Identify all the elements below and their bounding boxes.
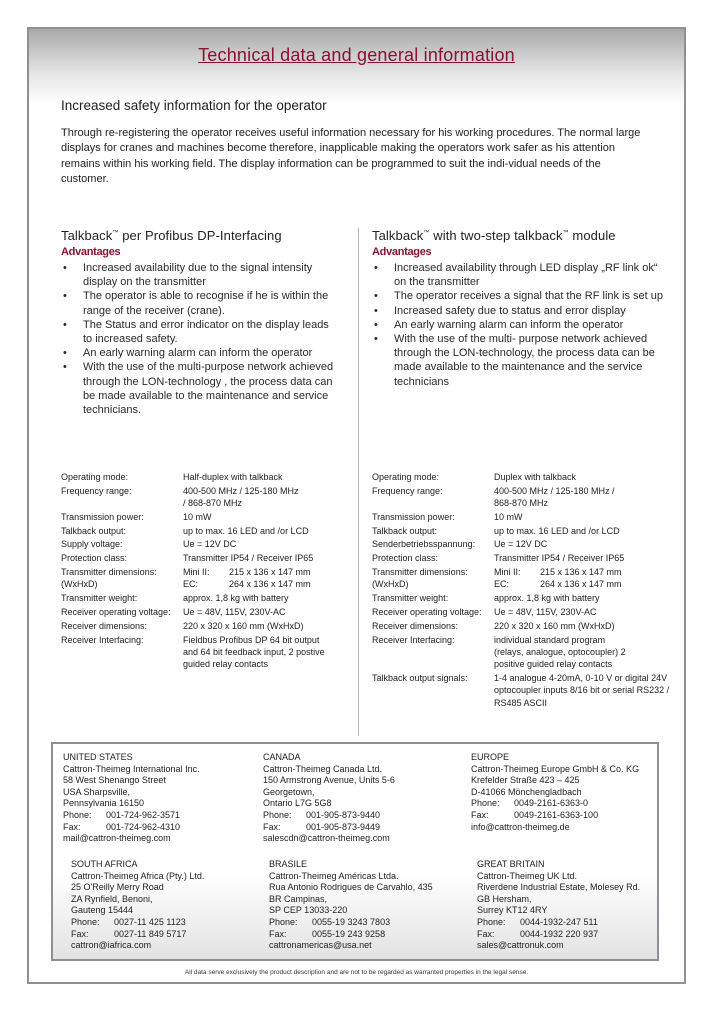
- spec-row: Protection class: Transmitter IP54 / Receiver IP65: [61, 553, 314, 564]
- contact-brasile: BRASILE Cattron-Theimeg Américas Ltda. Rua Antonio Rodrigues de Carvahlo, 435 BR Campinas, SP CEP 13033-220 Phone: 0055-19 3243 7803 Fax: 0055-19 243 9258 cattronamericas@usa.net: [269, 859, 433, 951]
- contact-south-africa: SOUTH AFRICA Cattron-Theimeg Africa (Pty.) Ltd. 25 O'Reilly Merry Road ZA Rynfield, Benoni, Gauteng 15444 Phone: 0027-11 425 1123 Fax: 0027-11 849 5717 cattron@iafrica.com: [71, 859, 205, 951]
- contact-region: GREAT BRITAIN: [477, 859, 545, 869]
- list-item: • An early warning alarm can inform the operator: [61, 346, 336, 360]
- right-spec-table: [372, 471, 672, 710]
- spec-row: Transmitter dimensions: (WxHxD) Mini II: 215 x 136 x 147 mm EC: 264 x 136 x 147 mm: [372, 566, 672, 591]
- contact-region: UNITED STATES: [63, 752, 133, 762]
- list-item: • Increased availability due to the signal intensity display on the transmitter: [61, 261, 336, 289]
- list-item: • With the use of the multi-purpose network achieved through the LON-technology , the process data can be made available to the maintenance and service technicians.: [61, 360, 336, 417]
- list-item: • The Status and error indicator on the display leads to increased safety.: [61, 318, 336, 346]
- list-item: • Increased availability through LED display „RF link ok“ on the transmitter: [372, 261, 667, 289]
- contact-great-britain: GREAT BRITAIN Cattron-Theimeg UK Ltd. Riverdene Industrial Estate, Molesey Rd. GB Hersham, Surrey KT12 4RY Phone: 0044-1932-247 511 Fax: 0044-1932 220 937 sales@cattronuk.com: [477, 859, 641, 951]
- spec-row: Talkback output: up to max. 16 LED and /or LCD: [61, 525, 309, 536]
- phone-row: Phone: 001-724-962-3571: [63, 809, 181, 820]
- contact-united-states: UNITED STATES Cattron-Theimeg International Inc. 58 West Shenango Street USA Sharpsville, Pennsylvania 16150 Phone: 001-724-962-3571 Fax: 001-724-962-4310 mail@cattron-theimeg.com: [63, 752, 200, 844]
- contact-europe: EUROPE Cattron-Theimeg Europe GmbH & Co. KG Krefelder Straße 423 – 425 D-41066 Mönchengladbach Phone: 0049-2161-6363-0 Fax: 0049-2161-6363-100 info@cattron-theimeg.de: [471, 752, 640, 832]
- spec-row: Talkback output: up to max. 16 LED and /or LCD: [372, 525, 620, 536]
- dimension-line: EC: 264 x 136 x 147 mm: [183, 579, 311, 590]
- spec-row: Receiver dimensions: 220 x 320 x 160 mm (WxHxD): [61, 620, 304, 631]
- spec-row: Receiver operating voltage: Ue = 48V, 115V, 230V-AC: [61, 606, 286, 617]
- spec-row: Transmission power: 10 mW: [372, 511, 523, 522]
- list-item: • Increased safety due to status and error display: [372, 304, 667, 318]
- left-column-heading: Talkback™ per Profibus DP-Interfacing: [61, 228, 282, 243]
- phone-row: Phone: 0027-11 425 1123: [71, 916, 186, 927]
- spec-row: Senderbetriebsspannung: Ue = 12V DC: [372, 539, 548, 550]
- advantages-list: [61, 261, 336, 417]
- document-page: [27, 27, 686, 984]
- spec-row: Operating mode: Half-duplex with talkback: [61, 472, 283, 482]
- dimension-line: Mini II: 215 x 136 x 147 mm: [183, 567, 311, 578]
- email-link[interactable]: salescdn@cattron-theimeg.com: [263, 833, 390, 844]
- trademark-mark: ™: [112, 230, 119, 236]
- email-link[interactable]: cattron@iafrica.com: [71, 940, 152, 951]
- trademark-mark: ™: [423, 230, 430, 236]
- phone-row: Phone: 001-905-873-9440: [263, 809, 381, 820]
- phone-row: Phone: 0044-1932-247 511: [477, 916, 598, 927]
- email-link[interactable]: sales@cattronuk.com: [477, 940, 564, 951]
- spec-row: Transmitter weight: approx. 1,8 kg with battery: [61, 593, 289, 604]
- contact-region: BRASILE: [269, 859, 308, 869]
- contact-region: CANADA: [263, 752, 301, 762]
- column-divider: [358, 228, 359, 736]
- spec-row: Receiver dimensions: 220 x 320 x 160 mm (WxHxD): [372, 620, 615, 631]
- section-heading: Increased safety information for the operator: [61, 98, 327, 113]
- list-item: • The operator receives a signal that the RF link is set up: [372, 289, 667, 303]
- spec-row: Transmission power: 10 mW: [61, 511, 212, 522]
- spec-row: Frequency range: 400-500 MHz / 125-180 MHz / 868-870 MHz: [372, 485, 615, 509]
- phone-row: Phone: 0049-2161-6363-0: [471, 798, 589, 809]
- phone-row: Phone: 0055-19 3243 7803: [269, 916, 391, 927]
- contact-region: EUROPE: [471, 752, 510, 762]
- email-link[interactable]: info@cattron-theimeg.de: [471, 821, 570, 832]
- spec-row: Receiver Interfacing: individual standard program (relays, analogue, optocoupler) 2 positive guided relay contacts: [372, 634, 626, 670]
- right-column: [372, 228, 667, 389]
- email-link[interactable]: mail@cattron-theimeg.com: [63, 833, 171, 844]
- list-item: • The operator is able to recognise if he is within the range of the receiver (crane).: [61, 289, 336, 317]
- advantages-label: Advantages: [372, 246, 432, 258]
- fax-row: Fax: 001-905-873-9449: [263, 821, 381, 832]
- contact-region: SOUTH AFRICA: [71, 859, 138, 869]
- spec-row: Frequency range: 400-500 MHz / 125-180 MHz / 868-870 MHz: [61, 485, 299, 509]
- contacts-box: [51, 742, 659, 961]
- fax-row: Fax: 0055-19 243 9258: [269, 928, 386, 939]
- spec-row: Operating mode: Duplex with talkback: [372, 472, 577, 482]
- list-item: • With the use of the multi- purpose network achieved through the LON-technology, the process data can be made available to the maintenance and the service technicians: [372, 332, 667, 389]
- fax-row: Fax: 0027-11 849 5717: [71, 928, 187, 939]
- spec-row: Protection class: Transmitter IP54 / Receiver IP65: [372, 553, 625, 564]
- dimension-line: EC: 264 x 136 x 147 mm: [494, 579, 622, 590]
- right-column-heading: Talkback™ with two-step talkback™ module: [372, 228, 616, 243]
- list-item: • An early warning alarm can inform the operator: [372, 318, 667, 332]
- dimension-line: Mini II: 215 x 136 x 147 mm: [494, 567, 622, 578]
- advantages-label: Advantages: [61, 246, 121, 258]
- intro-paragraph: Through re-registering the operator receives useful information necessary for his working procedures. The normal large displays for cranes and machines become therefore, inapplicable making the operators work safer as his attention remains within his working field. The display information can be programmed to suit the indi-vidual needs of the customer.: [61, 127, 641, 185]
- advantages-list: [372, 261, 667, 389]
- fax-row: Fax: 001-724-962-4310: [63, 821, 181, 832]
- spec-row: Receiver operating voltage: Ue = 48V, 115V, 230V-AC: [372, 606, 597, 617]
- left-spec-table: [61, 471, 341, 672]
- fax-row: Fax: 0044-1932 220 937: [477, 928, 599, 939]
- spec-row: Receiver Interfacing: Fieldbus Profibus DP 64 bit output and 64 bit feedback input, 2 postive guided relay contacts: [61, 634, 325, 670]
- spec-row: Transmitter weight: approx. 1,8 kg with battery: [372, 593, 600, 604]
- trademark-mark: ™: [562, 230, 569, 236]
- fax-row: Fax: 0049-2161-6363-100: [471, 809, 599, 820]
- spec-row: Talkback output signals: 1-4 analogue 4-20mA, 0-10 V or digital 24V optocoupler inputs 8/16 bit or serial RS232 / RS485 ASCII: [372, 672, 670, 708]
- contact-canada: CANADA Cattron-Theimeg Canada Ltd. 150 Armstrong Avenue, Units 5-6 Georgetown, Ontario L7G 5G8 Phone: 001-905-873-9440 Fax: 001-905-873-9449 salescdn@cattron-theimeg.com: [263, 752, 395, 844]
- spec-row: Supply voltage: Ue = 12V DC: [61, 539, 237, 550]
- page-title: Technical data and general information: [198, 45, 515, 65]
- left-column: [61, 228, 336, 417]
- spec-row: Transmitter dimensions: (WxHxD) Mini II: 215 x 136 x 147 mm EC: 264 x 136 x 147 mm: [61, 566, 341, 591]
- email-link[interactable]: cattronamericas@usa.net: [269, 940, 372, 951]
- legal-disclaimer: All data serve exclusively the product description and are not to be regarded as warranted properties in the legal sense.: [184, 969, 529, 976]
